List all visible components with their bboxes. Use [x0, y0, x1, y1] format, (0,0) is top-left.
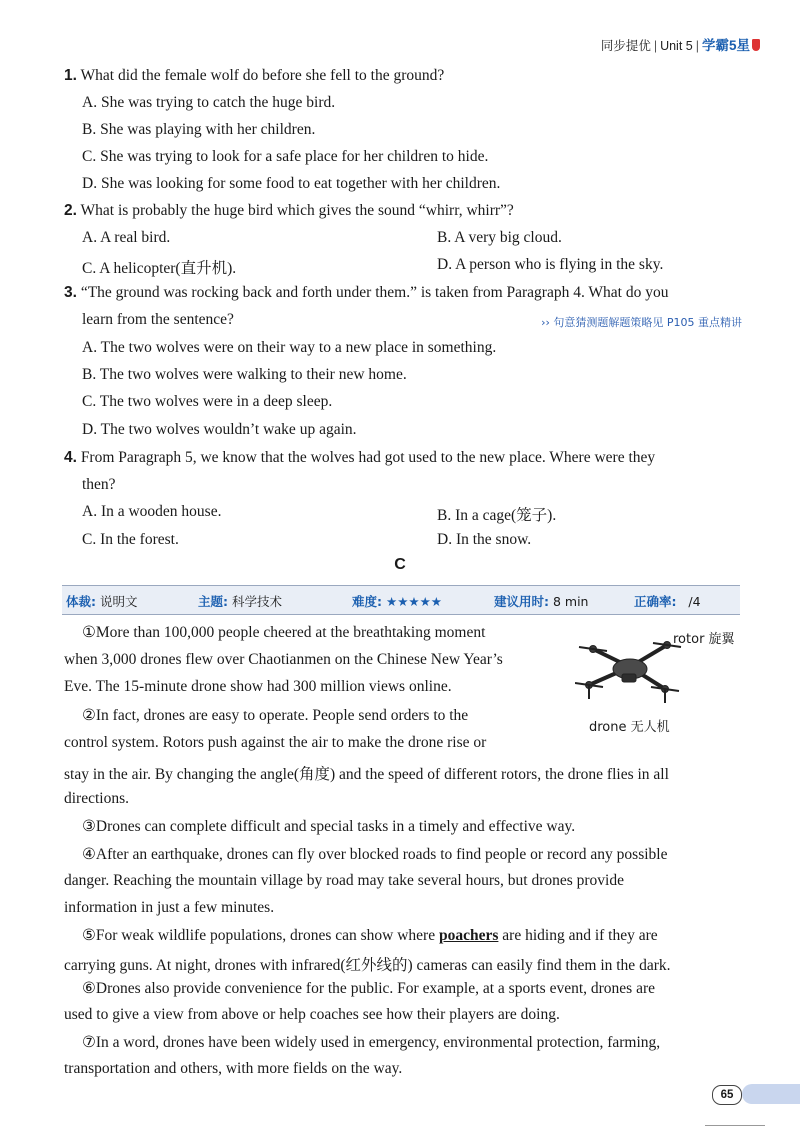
- page-header: [601, 34, 760, 54]
- option-c: C. In the forest.: [82, 531, 179, 548]
- paragraph-7-line: ⑦In a word, drones have been widely used in emergency, environmental protection, farming,: [82, 1034, 661, 1051]
- option-d: D. In the snow.: [437, 531, 532, 548]
- keyword-poachers: poachers: [438, 927, 499, 944]
- paragraph-3-line: ③Drones can complete difficult and special tasks in a timely and effective way.: [82, 818, 576, 835]
- rotor-label: rotor 旋翼: [673, 632, 735, 647]
- paragraph-1-line: Eve. The 15-minute drone show had 300 million views online.: [64, 678, 452, 695]
- page-number: 65: [712, 1085, 742, 1105]
- paragraph-6-line: used to give a view from above or help coaches see how their players are doing.: [64, 1006, 560, 1023]
- option-a: A. The two wolves were on their way to a new place in something.: [82, 339, 497, 356]
- strategy-hint: ›› 句意猜测题解题策略见 P105 重点精讲: [541, 316, 742, 329]
- paragraph-1-line: ①More than 100,000 people cheered at the breathtaking moment: [82, 624, 486, 641]
- question-text: From Paragraph 5, we know that the wolves had got used to the new place. Where were they: [80, 449, 656, 466]
- question-text: What is probably the huge bird which gives the sound “whirr, whirr”?: [80, 202, 514, 219]
- question-number: 1.: [64, 67, 77, 84]
- paragraph-7-line: transportation and others, with more fields on the way.: [64, 1060, 403, 1077]
- difficulty-key: 难度:: [352, 594, 382, 609]
- question-3-stem: [64, 284, 669, 302]
- option-c: C. She was trying to look for a safe place for her children to hide.: [82, 148, 489, 165]
- section-heading: C: [394, 556, 406, 573]
- text-span: are hiding and if they are: [498, 927, 658, 944]
- time-key: 建议用时:: [494, 594, 549, 609]
- accuracy: [634, 592, 701, 610]
- paragraph-2-line: ②In fact, drones are easy to operate. People send orders to the: [82, 707, 469, 724]
- paragraph-4-line: information in just a few minutes.: [64, 899, 275, 916]
- paragraph-5-line: [82, 926, 658, 945]
- question-4-stem: [64, 449, 655, 467]
- header-unit: Unit 5: [660, 39, 693, 53]
- genre-value: 说明文: [99, 594, 138, 609]
- option-b: B. The two wolves were walking to their new home.: [82, 366, 407, 383]
- option-a: A. In a wooden house.: [82, 503, 222, 520]
- topic-key: 主题:: [198, 594, 228, 609]
- paragraph-6-line: ⑥Drones also provide convenience for the public. For example, at a sports event, drones are: [82, 980, 656, 997]
- brand-flag-icon: [752, 39, 760, 51]
- paragraph-1-line: when 3,000 drones flew over Chaotianmen on the Chinese New Year’s: [64, 651, 503, 668]
- option-a: A. A real bird.: [82, 229, 171, 246]
- time-value: 8 min: [552, 594, 589, 609]
- difficulty-stars-icon: ★★★★★: [385, 594, 443, 609]
- passage-info-bar: [62, 585, 740, 615]
- option-d: D. A person who is flying in the sky.: [437, 256, 664, 273]
- drone-figure: [575, 623, 750, 733]
- option-d: D. She was looking for some food to eat together with her children.: [82, 175, 501, 192]
- question-number: 4.: [64, 449, 77, 466]
- paragraph-2-line: directions.: [64, 790, 129, 807]
- paragraph-4-line: danger. Reaching the mountain village by road may take several hours, but drones provide: [64, 872, 624, 889]
- question-3-stem-cont: learn from the sentence?: [82, 311, 234, 328]
- page-tab-decoration: [742, 1084, 800, 1104]
- topic: [198, 592, 282, 610]
- footer-rule: [705, 1125, 765, 1126]
- question-text: “The ground was rocking back and forth under them.” is taken from Paragraph 4. What do you: [80, 284, 669, 301]
- option-b: B. She was playing with her children.: [82, 121, 316, 138]
- accuracy-key: 正确率:: [634, 594, 677, 609]
- question-4-stem-cont: then?: [82, 476, 116, 493]
- text-span: ⑤For weak wildlife populations, drones can show where: [82, 927, 439, 944]
- option-b: B. A very big cloud.: [437, 229, 562, 246]
- difficulty: [352, 592, 442, 610]
- genre-key: 体裁:: [66, 594, 96, 609]
- accuracy-value: /4: [688, 594, 701, 609]
- paragraph-4-line: ④After an earthquake, drones can fly over blocked roads to find people or record any possible: [82, 846, 668, 863]
- paragraph-5-line: carrying guns. At night, drones with infrared(红外线的) cameras can easily find them in the dark.: [64, 957, 671, 974]
- question-number: 3.: [64, 284, 77, 301]
- header-series: 同步提优: [600, 39, 651, 53]
- header-separator: |: [653, 39, 658, 53]
- question-2-stem: [64, 202, 514, 220]
- option-a: A. She was trying to catch the huge bird.: [82, 94, 336, 111]
- option-c: C. The two wolves were in a deep sleep.: [82, 393, 333, 410]
- question-text: What did the female wolf do before she fell to the ground?: [80, 67, 445, 84]
- option-d: D. The two wolves wouldn’t wake up again.: [82, 421, 357, 438]
- suggested-time: [494, 592, 588, 610]
- question-1-stem: [64, 67, 444, 85]
- header-separator-2: |: [695, 39, 699, 53]
- option-b: B. In a cage(笼子).: [437, 507, 557, 524]
- paragraph-2-line: control system. Rotors push against the air to make the drone rise or: [64, 734, 487, 751]
- option-c: C. A helicopter(直升机).: [82, 260, 237, 277]
- drone-label: drone 无人机: [589, 720, 670, 735]
- header-brand: 学霸5星: [701, 38, 750, 53]
- genre: [66, 592, 138, 610]
- question-number: 2.: [64, 202, 77, 219]
- paragraph-2-line: stay in the air. By changing the angle(角度) and the speed of different rotors, the drone flies in all: [64, 766, 669, 783]
- topic-value: 科学技术: [231, 594, 282, 609]
- drone-image-icon: [575, 627, 685, 707]
